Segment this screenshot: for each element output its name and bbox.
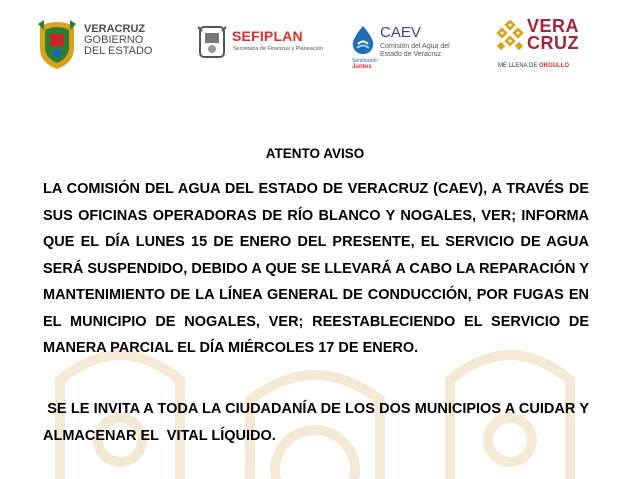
gobierno-line3: DEL ESTADO [84, 45, 153, 57]
veracruz-wordmark [527, 18, 579, 52]
state-seal-icon [196, 25, 228, 61]
gobierno-veracruz-logo [36, 18, 161, 70]
caev-tagline-small: Sembrando [352, 58, 378, 64]
notice-heading: ATENTO AVISO [265, 146, 365, 161]
water-drop-icon [349, 24, 377, 56]
veracruz-word2: CRUZ [527, 33, 579, 53]
sefiplan-subtitle: Secretaría de Finanzas y Planeación [233, 46, 323, 52]
caev-subtitle: Comisión del Agua del Estado de Veracruz [380, 43, 450, 58]
caev-logo [349, 24, 467, 72]
gobierno-line2: GOBIERNO [84, 34, 144, 46]
sefiplan-name: SEFIPLAN [232, 28, 303, 44]
sefiplan-logo [196, 25, 321, 65]
caev-tagline-juntos: Juntos [352, 64, 372, 70]
veracruz-tagline [498, 63, 569, 69]
notice-paragraph-1: LA COMISIÓN DEL AGUA DEL ESTADO DE VERACRUZ (CAEV), A TRAVÉS DE SUS OFICINAS OPERADORAS DE RÍO BLANCO Y NOGALES, VER; INFORMA QUE EL DÍA LUNES 15 DE ENERO DEL PRESENTE, EL SERVICIO DE AGUA SERÁ SUSPENDIDO, DEBIDO A QUE SE LLEVARÁ A CABO LA REPARACIÓN Y MANTENIMIENTO DE LA LÍNEA GENERAL DE CONDUCCIÓN, POR FUGAS EN EL MUNICIPIO DE NOGALES, VER; REESTABLECIENDO EL SERVICIO DE MANERA PARCIAL EL DÍA MIÉRCOLES 17 DE ENERO. [43, 181, 589, 356]
state-coat-of-arms-icon [36, 18, 78, 70]
caev-tagline [352, 58, 378, 70]
veracruz-pattern-icon [495, 20, 525, 54]
gobierno-line1: VERACRUZ [84, 23, 146, 35]
notice-paragraph-2: SE LE INVITA A TODA LA CIUDADANÍA DE LOS DOS MUNICIPIOS A CUIDAR Y ALMACENAR EL VITAL LÍQUIDO. [43, 401, 593, 444]
tagline-emphasis: ORGULLO [539, 63, 570, 69]
veracruz-brand-logo [495, 18, 595, 73]
veracruz-word1: VERA [527, 16, 580, 36]
tagline-prefix: ME LLENA DE [498, 63, 540, 69]
caev-name: CAEV [380, 24, 421, 41]
